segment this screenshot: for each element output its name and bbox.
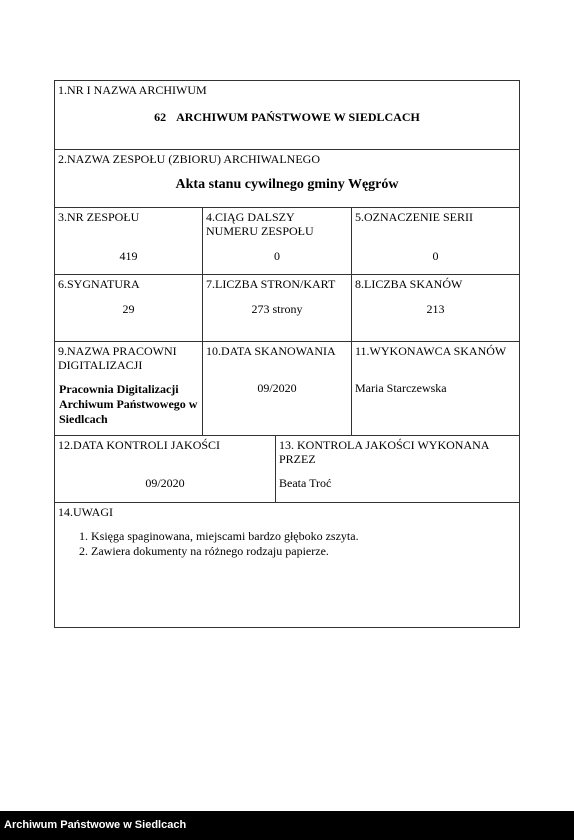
note-item: 2. Zawiera dokumenty na różnego rodzaju papierze. [91,544,359,559]
pages-label: 7.LICZBA STRON/KART [206,277,336,291]
series-label: 5.OZNACZENIE SERII [355,210,473,224]
archive-name: ARCHIWUM PAŃSTWOWE W SIEDLCACH [176,110,420,124]
notes-list [71,529,359,559]
series-value: 0 [432,249,439,263]
scans-value: 213 [426,302,445,316]
signature-row [55,275,519,342]
scanner-cell [351,342,519,435]
qc-date-value: 09/2020 [145,476,185,490]
scans-label: 8.LICZBA SKANÓW [355,277,463,291]
note-item: 1. Księga spaginowana, miejscami bardzo głęboko zszyta. [91,529,359,544]
continuation-label: 4.CIĄG DALSZY NUMERU ZESPOŁU [206,210,314,238]
archive-title [55,110,519,125]
scanner-value: Maria Starczewska [355,381,447,395]
pages-cell [202,275,351,341]
fonds-number-row [55,208,519,275]
scan-date-label: 10.DATA SKANOWANIA [206,344,336,358]
archive-label: 1.NR I NAZWA ARCHIWUM [58,83,207,97]
digitization-row [55,342,519,436]
notes-label: 14.UWAGI [58,505,113,519]
fonds-number-value: 419 [119,249,138,263]
qc-date-cell [55,436,275,502]
footer-bar: Archiwum Państwowe w Siedlcach [0,811,574,840]
signature-label: 6.SYGNATURA [58,277,140,291]
fonds-number-label: 3.NR ZESPOŁU [58,210,140,224]
series-cell [351,208,519,274]
scan-date-value: 09/2020 [257,381,297,395]
fonds-number-cell [55,208,202,274]
qc-by-label: 13. KONTROLA JAKOŚCI WYKONANA PRZEZ [279,438,489,466]
scans-cell [351,275,519,341]
pages-value: 273 strony [251,302,303,316]
qc-date-label: 12.DATA KONTROLI JAKOŚCI [58,438,221,452]
lab-label: 9.NAZWA PRACOWNI DIGITALIZACJI [58,344,177,372]
scanner-label: 11.WYKONAWCA SKANÓW [355,344,507,358]
continuation-cell [202,208,351,274]
quality-control-row [55,436,519,503]
archive-number: 62 [154,110,167,124]
lab-cell [55,342,202,435]
fonds-row [55,150,519,208]
fonds-name: Akta stanu cywilnego gminy Węgrów [175,177,399,192]
fonds-label: 2.NAZWA ZESPOŁU (ZBIORU) ARCHIWALNEGO [58,152,320,166]
qc-by-cell [275,436,519,502]
continuation-value: 0 [274,249,280,263]
lab-name: Pracownia Digitalizacji Archiwum Państwowego w Siedlcach [59,382,198,426]
signature-cell [55,275,202,341]
metadata-form [54,80,520,628]
notes-row [55,503,519,627]
signature-value: 29 [122,302,135,316]
scan-date-cell [202,342,351,435]
archive-row [55,81,519,150]
qc-by-value: Beata Troć [279,476,332,490]
